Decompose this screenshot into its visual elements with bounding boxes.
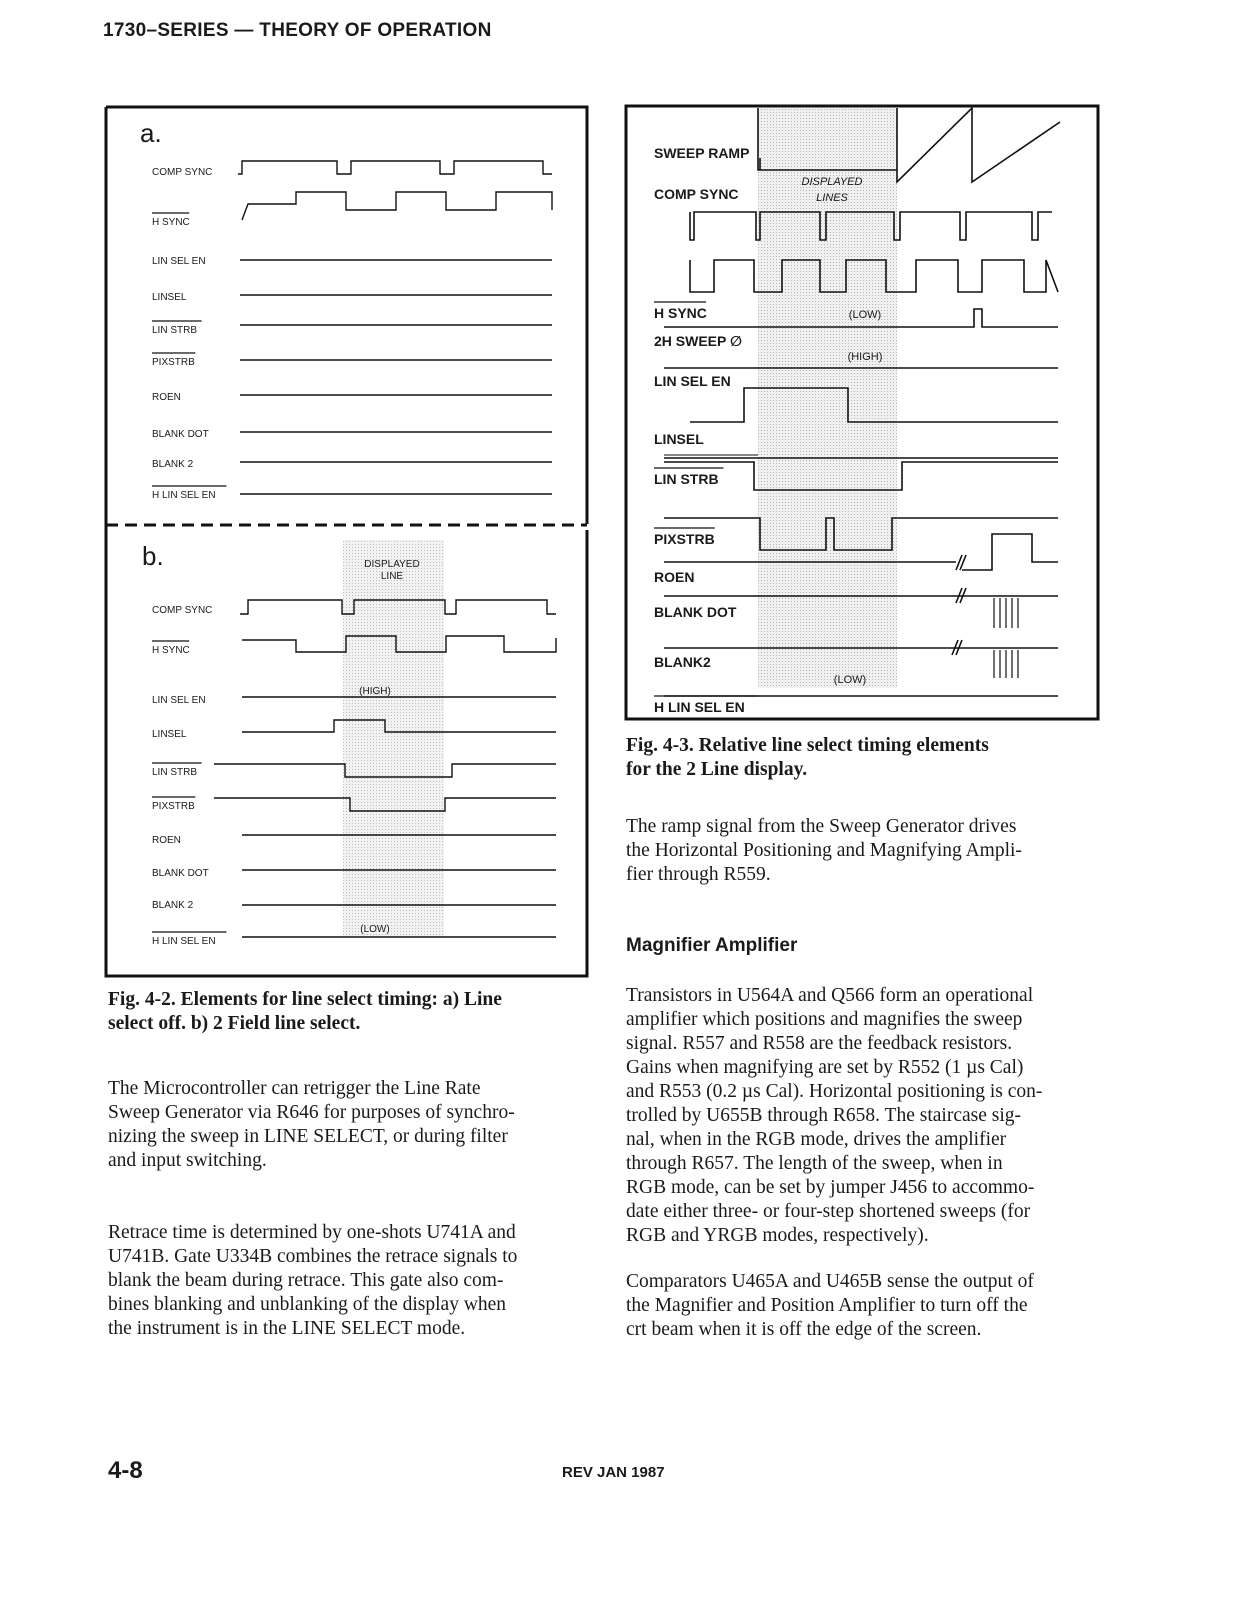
signal-label: BLANK DOT <box>654 604 737 620</box>
section-heading: Magnifier Amplifier <box>626 935 798 956</box>
signal-label: BLANK2 <box>654 654 711 670</box>
signal-label: H LIN SEL EN <box>654 699 745 715</box>
displayed-label-1: DISPLAYED <box>801 176 863 188</box>
signal-label: ROEN <box>152 835 181 846</box>
high-label: (HIGH) <box>359 686 391 697</box>
high-label: (HIGH) <box>847 351 883 363</box>
figure-4-2 <box>100 100 600 980</box>
signal-label: ROEN <box>152 392 181 403</box>
fig-4-3-caption: Fig. 4-3. Relative line select timing elements for the 2 Line display. <box>626 735 989 780</box>
right-paragraph-2: Transistors in U564A and Q566 form an operational amplifier which positions and magnifies the sweep signal. R557 and R558 are the feedback resistors. Gains when magnifying are set by R552 (1 µs Cal) and R553 (0.2 µs Cal). Horizontal positioning is con- trolled by U655B through R658. The staircase sig- nal, when in the RGB mode, drives the amplifier through R657. The length of the sweep, when in RGB mode, can be set by jumper J456 to accommo- date either three- or four-step shortened sweeps (for RGB and YRGB modes, respectively). <box>626 985 1043 1246</box>
signal-label: SWEEP RAMP <box>654 145 750 161</box>
signal-label: H LIN SEL EN <box>152 490 216 501</box>
signal-label: LIN SEL EN <box>152 256 206 267</box>
part-a-label: a. <box>140 118 162 148</box>
low-label: (LOW) <box>360 924 390 935</box>
right-paragraph-1: The ramp signal from the Sweep Generator drives the Horizontal Positioning and Magnifying Ampli- fier through R559. <box>626 816 1022 885</box>
left-paragraph-1: The Microcontroller can retrigger the Line Rate Sweep Generator via R646 for purposes of synchro- nizing the sweep in LINE SELECT, or during filter and input switching. <box>108 1078 515 1171</box>
signal-label: LINSEL <box>152 292 187 303</box>
signal-label: LIN STRB <box>654 471 719 487</box>
left-paragraph-2: Retrace time is determined by one-shots U741A and U741B. Gate U334B combines the retrace signals to blank the beam during retrace. This gate also com- bines blanking and unblanking of the display when the instrument is in the LINE SELECT mode. <box>108 1222 518 1339</box>
displayed-label-1: DISPLAYED <box>364 559 420 570</box>
signal-label: COMP SYNC <box>152 605 213 616</box>
revision-date: REV JAN 1987 <box>562 1464 665 1481</box>
signal-label: LIN STRB <box>152 767 198 778</box>
signal-label: LINSEL <box>654 431 704 447</box>
signal-label: PIXSTRB <box>152 801 195 812</box>
right-paragraph-3: Comparators U465A and U465B sense the output of the Magnifier and Position Amplifier to turn off the crt beam when it is off the edge of the screen. <box>626 1271 1034 1340</box>
fig-4-2-caption: Fig. 4-2. Elements for line select timing: a) Line select off. b) 2 Field line select. <box>108 989 502 1034</box>
page-number: 4-8 <box>108 1457 143 1484</box>
signal-label: LIN SEL EN <box>152 695 206 706</box>
signal-label: BLANK DOT <box>152 868 209 879</box>
part-b-label: b. <box>142 541 164 571</box>
signal-label: H SYNC <box>152 645 190 656</box>
signal-label: 2H SWEEP ∅ <box>654 333 742 349</box>
figure-4-3 <box>620 100 1106 730</box>
signal-label: LINSEL <box>152 729 187 740</box>
signal-label: H SYNC <box>654 305 707 321</box>
signal-label: H LIN SEL EN <box>152 936 216 947</box>
displayed-label-2: LINE <box>380 571 404 582</box>
signal-label: LIN STRB <box>152 325 198 336</box>
signal-label: H SYNC <box>152 217 190 228</box>
signal-label: BLANK 2 <box>152 459 194 470</box>
signal-label: PIXSTRB <box>654 531 715 547</box>
signal-label: ROEN <box>654 569 695 585</box>
signal-label: BLANK DOT <box>152 429 209 440</box>
signal-label: LIN SEL EN <box>654 373 731 389</box>
signal-label: BLANK 2 <box>152 900 194 911</box>
signal-label: PIXSTRB <box>152 357 195 368</box>
low-label-2: (LOW) <box>833 674 867 686</box>
signal-label: COMP SYNC <box>654 186 739 202</box>
signal-label: COMP SYNC <box>152 167 213 178</box>
page-header: 1730–SERIES — THEORY OF OPERATION <box>103 20 492 41</box>
displayed-label-2: LINES <box>816 192 848 204</box>
low-label: (LOW) <box>848 309 882 321</box>
